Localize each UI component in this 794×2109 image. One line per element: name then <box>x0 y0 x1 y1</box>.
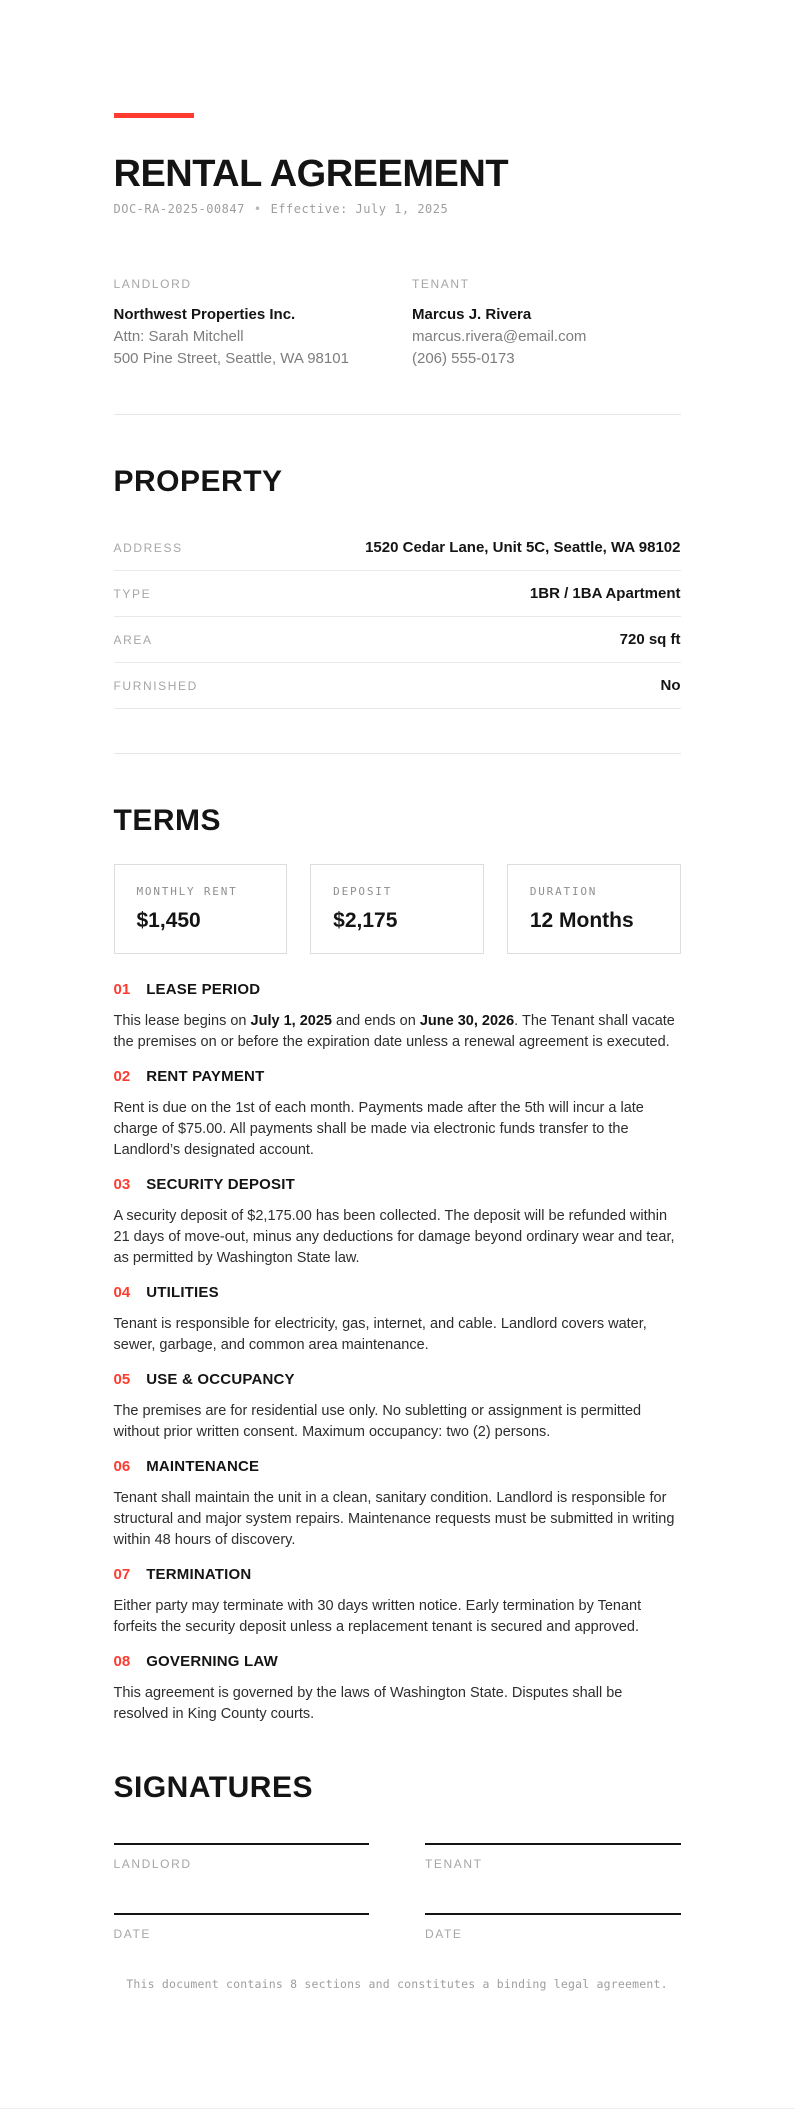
clause <box>114 1069 681 1161</box>
clause-title: UTILITIES <box>146 1284 219 1301</box>
signature-column <box>425 1843 681 1941</box>
term-card <box>310 864 484 954</box>
party-name: Marcus J. Rivera <box>412 306 532 323</box>
clause-heading <box>114 1567 681 1583</box>
clause-paragraph: Either party may terminate with 30 days written notice. Early termination by Tenant forfeits the security deposit unless a replacement tenant is secured and approved. <box>113 1598 642 1635</box>
clause-title: MAINTENANCE <box>146 1458 260 1475</box>
clause-title: USE & OCCUPANCY <box>146 1371 295 1388</box>
clause-heading <box>114 982 681 998</box>
signature-column <box>114 1843 370 1941</box>
signatures-heading: SIGNATURES <box>113 1771 313 1804</box>
date-line-label: DATE <box>113 1927 152 1941</box>
property-row <box>114 571 681 617</box>
party-column <box>412 278 681 370</box>
parties-section <box>114 278 681 415</box>
date-line-block <box>114 1913 370 1941</box>
date-line-label: DATE <box>425 1927 463 1941</box>
clause-title: TERMINATION <box>146 1566 252 1583</box>
property-row <box>114 525 681 571</box>
term-card <box>507 864 681 954</box>
term-card-label: MONTHLY RENT <box>136 885 238 898</box>
party-label: LANDLORD <box>113 277 192 291</box>
term-card-value: $2,175 <box>333 909 398 932</box>
clause-heading <box>114 1654 681 1670</box>
clause-number: 07 <box>113 1566 131 1583</box>
bullet-separator: • <box>253 202 262 216</box>
clause-number: 02 <box>113 1068 131 1085</box>
clause-heading <box>114 1372 681 1388</box>
clause <box>114 982 681 1053</box>
party-column <box>114 278 383 370</box>
term-card-label: DURATION <box>529 885 598 898</box>
signature-line-label: LANDLORD <box>113 1857 192 1871</box>
property-row-value: No <box>660 677 681 694</box>
clause-paragraph: Tenant is responsible for electricity, gas, internet, and cable. Landlord covers water, sewer, garbage, and common area maintenance. <box>113 1316 647 1353</box>
party-detail-line: (206) 555-0173 <box>412 350 515 367</box>
clause-number: 03 <box>113 1176 131 1193</box>
clause <box>114 1177 681 1269</box>
clause-paragraph: A security deposit of $2,175.00 has been collected. The deposit will be refunded within 21 days of move-out, minus any deductions for damage beyond ordinary wear and tear, as permitted by Washington State law. <box>113 1208 675 1266</box>
doc-header <box>114 113 681 216</box>
property-row-label: FURNISHED <box>113 678 198 693</box>
term-card-value: $1,450 <box>136 909 201 932</box>
clauses-list <box>114 982 681 1725</box>
signature-line-block <box>114 1843 370 1871</box>
party-detail-line: Attn: Sarah Mitchell <box>113 328 244 345</box>
doc-title: RENTAL AGREEMENT <box>113 153 509 195</box>
doc-meta <box>114 202 681 216</box>
document-body <box>114 113 681 1991</box>
signature-grid <box>114 1843 681 1941</box>
clause-title: GOVERNING LAW <box>146 1653 278 1670</box>
terms-heading: TERMS <box>113 804 221 837</box>
clause-heading <box>114 1177 681 1193</box>
clause-number: 01 <box>113 981 131 998</box>
clause-number: 05 <box>113 1371 131 1388</box>
clause-heading <box>114 1069 681 1085</box>
property-row <box>114 617 681 663</box>
property-row-value: 1BR / 1BA Apartment <box>529 585 681 602</box>
signature-line-label: TENANT <box>425 1857 483 1871</box>
property-row-value: 720 sq ft <box>619 631 681 648</box>
clause <box>114 1567 681 1638</box>
property-row <box>114 663 681 709</box>
party-name: Northwest Properties Inc. <box>113 306 296 323</box>
clause-heading <box>114 1285 681 1301</box>
clause-title: RENT PAYMENT <box>146 1068 265 1085</box>
clause-heading <box>114 1459 681 1475</box>
clause-number: 04 <box>113 1284 131 1301</box>
property-table <box>114 525 681 709</box>
accent-bar <box>114 113 194 118</box>
clause <box>114 1372 681 1443</box>
party-detail-line: 500 Pine Street, Seattle, WA 98101 <box>113 350 349 367</box>
terms-cards <box>114 864 681 954</box>
date-line-block <box>425 1913 681 1941</box>
clause-paragraph: Rent is due on the 1st of each month. Payments made after the 5th will incur a late charge of $75.00. All payments shall be made via electronic funds transfer to the Landlord’s designated account. <box>113 1100 644 1158</box>
clause <box>114 1285 681 1356</box>
clause-title: SECURITY DEPOSIT <box>146 1176 295 1193</box>
clause-paragraph: This lease begins on July 1, 2025 and ends on June 30, 2026. The Tenant shall vacate the premises on or before the expiration date unless a renewal agreement is executed. <box>113 1013 675 1050</box>
clause-number: 08 <box>113 1653 131 1670</box>
footer-note: This document contains 8 sections and constitutes a binding legal agreement. <box>126 1977 668 1991</box>
clause-number: 06 <box>113 1458 131 1475</box>
party-label: TENANT <box>412 277 470 291</box>
clause-paragraph: Tenant shall maintain the unit in a clean, sanitary condition. Landlord is responsible for structural and major system repairs. Maintenance requests must be submitted in writing within 48 hours of discovery. <box>113 1490 675 1548</box>
clause <box>114 1459 681 1551</box>
property-row-label: ADDRESS <box>113 540 183 555</box>
clause-title: LEASE PERIOD <box>146 981 261 998</box>
property-row-label: AREA <box>113 632 153 647</box>
section-divider <box>114 753 681 754</box>
property-row-label: TYPE <box>113 586 152 601</box>
effective-date: Effective: July 1, 2025 <box>270 202 449 216</box>
property-row-value: 1520 Cedar Lane, Unit 5C, Seattle, WA 98102 <box>365 539 681 556</box>
term-card <box>114 864 288 954</box>
term-card-label: DEPOSIT <box>333 885 393 898</box>
clause-paragraph: This agreement is governed by the laws of Washington State. Disputes shall be resolved in King County courts. <box>113 1685 623 1722</box>
clause-paragraph: The premises are for residential use only. No subletting or assignment is permitted without prior written consent. Maximum occupancy: two (2) persons. <box>113 1403 642 1440</box>
clause <box>114 1654 681 1725</box>
doc-id: DOC-RA-2025-00847 <box>113 202 245 216</box>
party-detail-line: marcus.rivera@email.com <box>412 328 587 345</box>
term-card-value: 12 Months <box>529 909 634 932</box>
signature-line-block <box>425 1843 681 1871</box>
property-heading: PROPERTY <box>113 465 283 498</box>
